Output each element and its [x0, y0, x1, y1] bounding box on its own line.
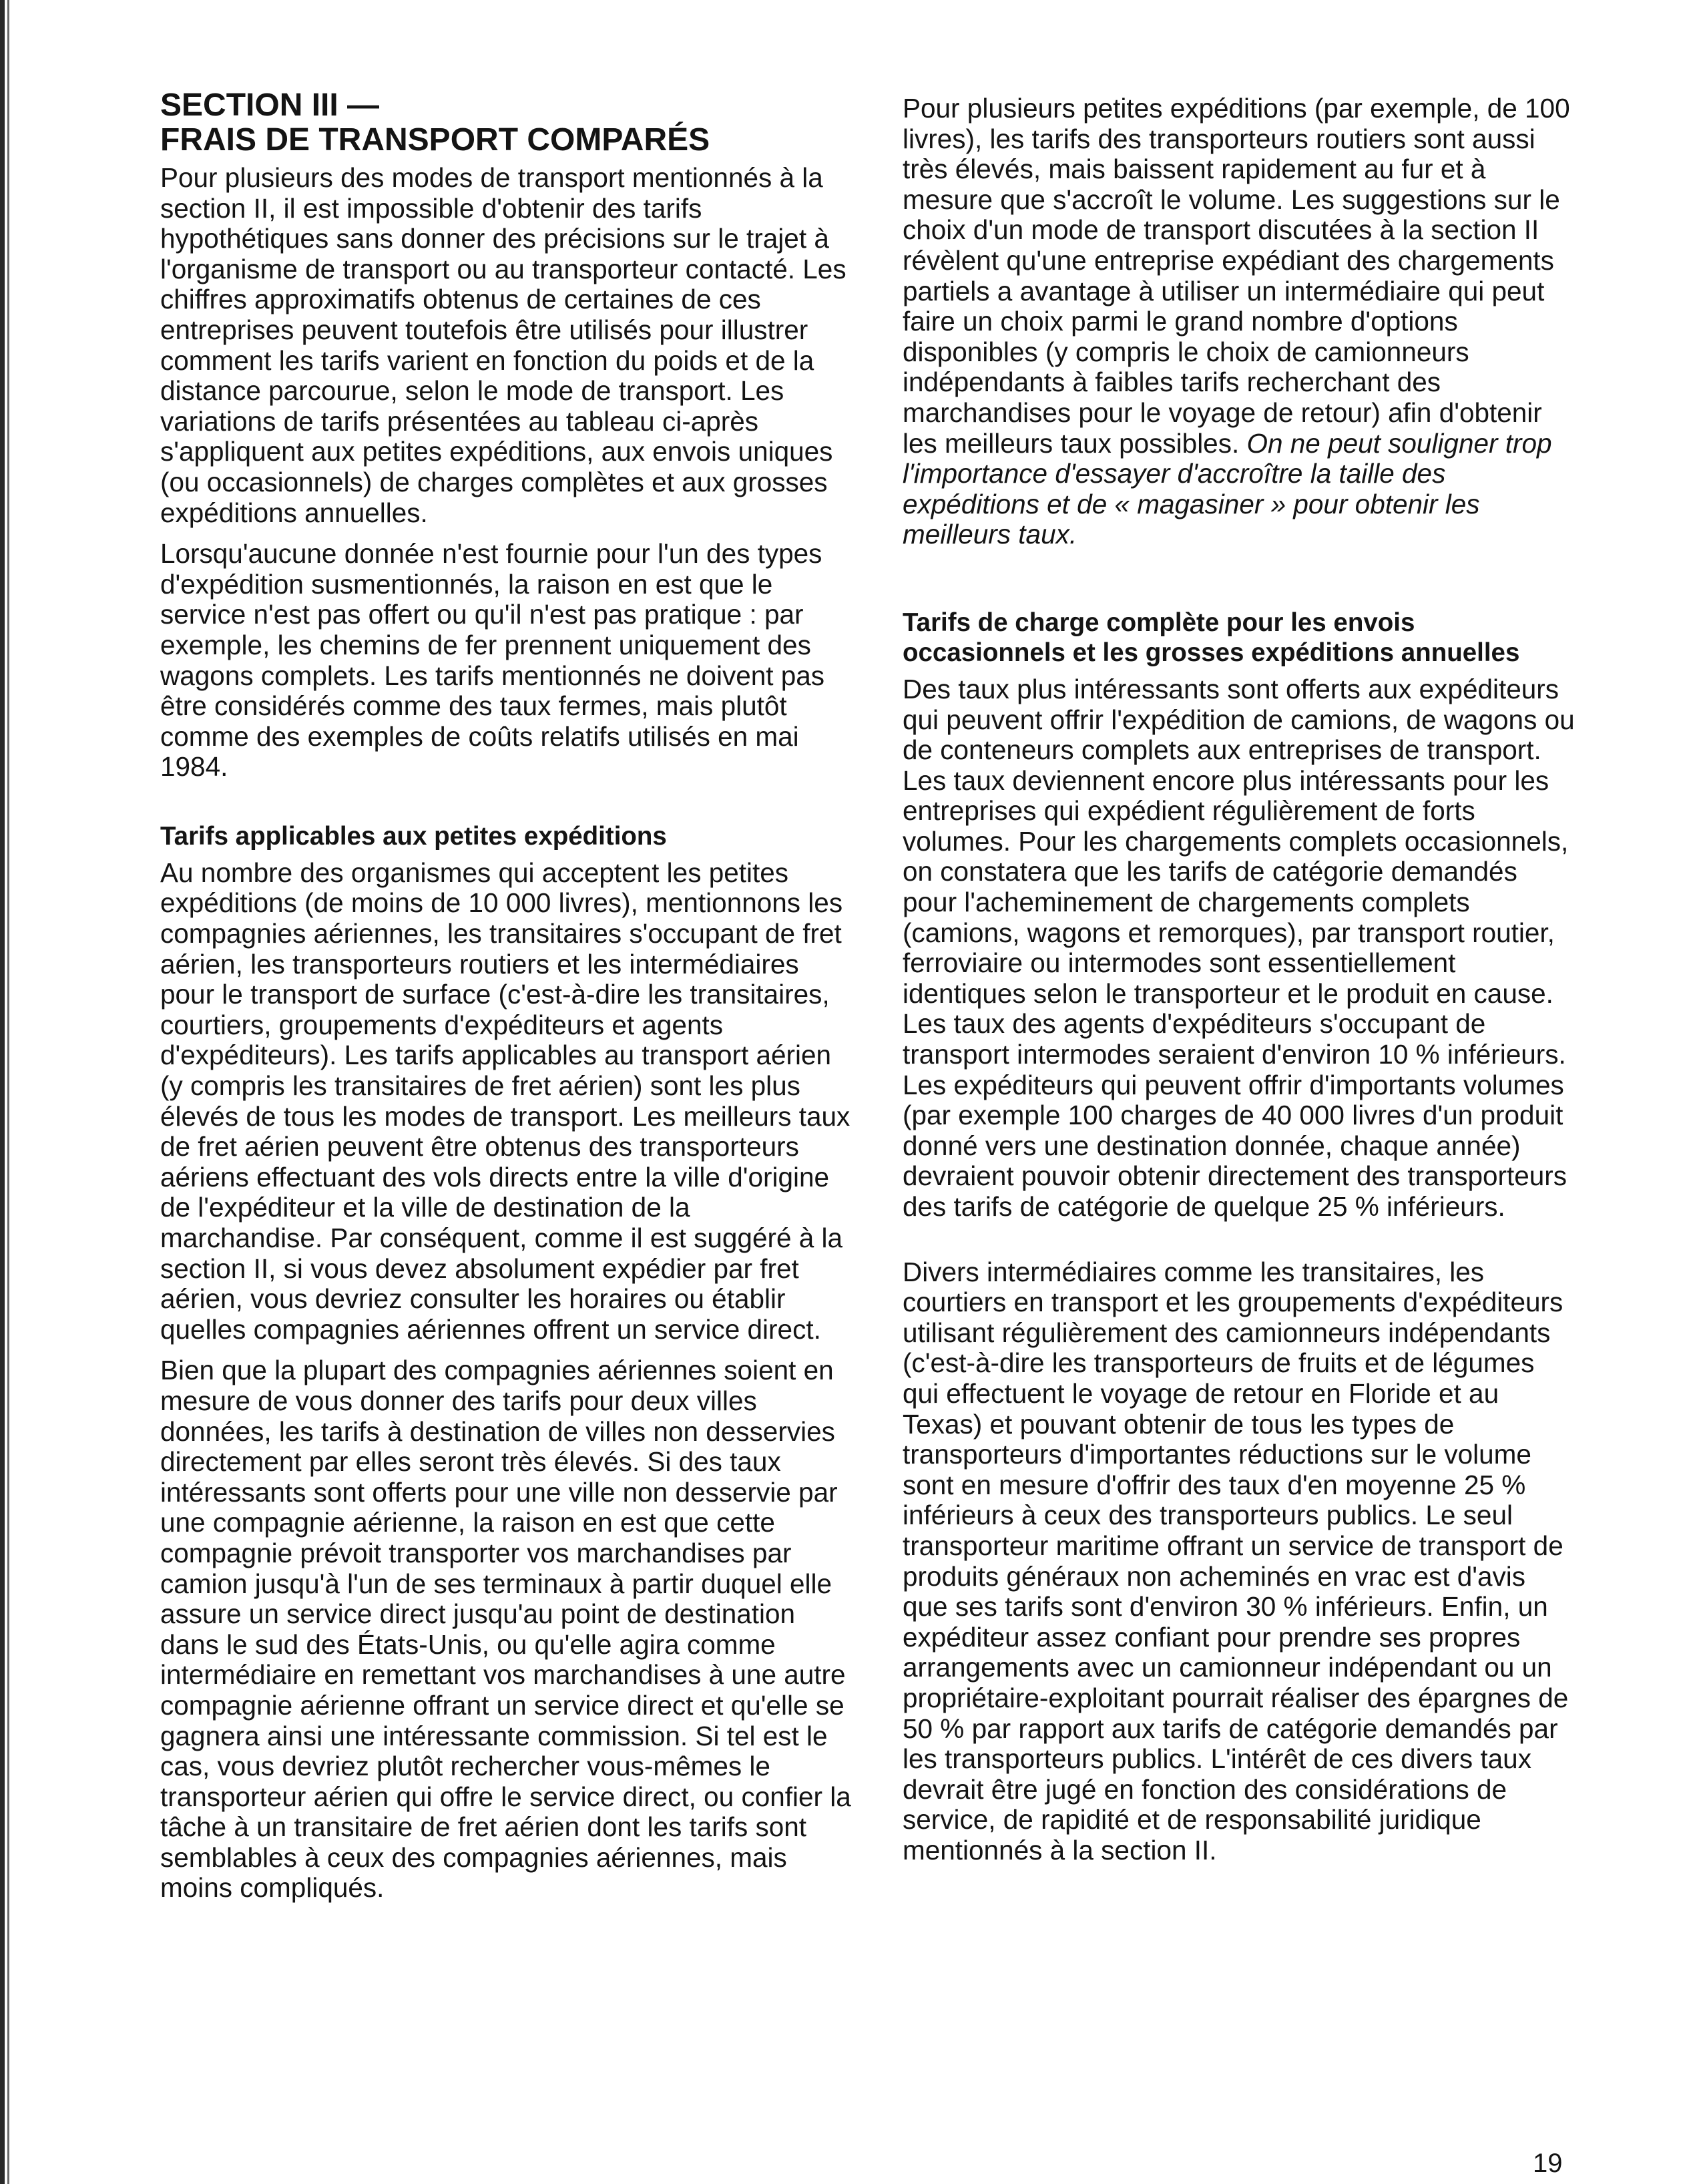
section-label: SECTION III — [160, 87, 380, 123]
left-column [160, 88, 855, 1914]
paragraph: Pour plusieurs des modes de transport mentionnés à la section II, il est impossible d'obtenir des tarifs hypothétiques sans donner des précisions sur le trajet à l'organisme de transport ou au transporteur contacté. Les chiffres approximatifs obtenus de certaines de ces entreprises peuvent toutefois être utilisés pour illustrer comment les tarifs varient en fonction du poids et de la distance parcourue, selon le mode de transport. Les variations de tarifs présentées au tableau ci-après s'appliquent aux petites expéditions, aux envois uniques (ou occasionnels) de charges complètes et aux grosses expéditions annuelles. [160, 162, 846, 528]
paragraph: Des taux plus intéressants sont offerts aux expéditeurs qui peuvent offrir l'expédition de camions, de wagons ou de conteneurs complets aux entreprises de transport. Les taux deviennent encore plus intéressants pour les entreprises qui expédient régulièrement de forts volumes. Pour les chargements complets occasionnels, on constatera que les tarifs de catégorie demandés pour l'acheminement de chargements complets (camions, wagons et remorques), par transport routier, ferroviaire ou intermodes sont essentiellement identiques selon le transporteur et le produit en cause. Les taux des agents d'expéditeurs s'occupant de transport intermodes seraient d'environ 10 % inférieurs. Les expéditeurs qui peuvent offrir d'importants volumes (par exemple 100 charges de 40 000 livres d'un produit donné vers une destination donnée, chaque année) devraient pouvoir obtenir directement des transporteurs des tarifs de catégorie de quelque 25 % inférieurs. [903, 673, 1575, 1222]
section-title: FRAIS DE TRANSPORT COMPARÉS [160, 122, 710, 158]
paragraph-text: Pour plusieurs petites expéditions (par exemple, de 100 livres), les tarifs des transporteurs routiers sont aussi très élevés, mais baissent rapidement au fur et à mesure que s'accroît le volume. Les suggestions sur le choix d'un mode de transport discutées à la section II révèlent qu'une entreprise expédiant des chargements partiels a avantage à utiliser un intermédiaire qui peut faire un choix parmi le grand nombre d'options disponibles (y compris le choix de camionneurs indépendants à faibles tarifs recherchant des marchandises pour le voyage de retour) afin d'obtenir les meilleurs taux possibles. [903, 93, 1570, 459]
subheading-full-loads: Tarifs de charge complète pour les envois occasionnels et les grosses expéditions annuelles [903, 608, 1520, 667]
right-column [903, 93, 1577, 1876]
paragraph: Au nombre des organismes qui acceptent les petites expéditions (de moins de 10 000 livres), mentionnons les compagnies aériennes, les transitaires s'occupant de fret aérien, les transporteurs routiers et les intermédiaires pour le transport de surface (c'est-à-dire les transitaires, courtiers, groupements d'expéditeurs et agents d'expéditeurs). Les tarifs applicables au transport aérien (y compris les transitaires de fret aérien) sont les plus élevés de tous les modes de transport. Les meilleurs taux de fret aérien peuvent être obtenus des transporteurs aériens effectuant des vols directs entre la ville d'origine de l'expéditeur et la ville de destination de la marchandise. Par conséquent, comme il est suggéré à la section II, si vous devez absolument expédier par fret aérien, vous devriez consulter les horaires ou établir quelles compagnies aériennes offrent un service direct. [160, 857, 851, 1345]
paragraph: Lorsqu'aucune donnée n'est fournie pour l'un des types d'expédition susmentionnés, la raison en est que le service n'est pas offert ou qu'il n'est pas pratique : par exemple, les chemins de fer prennent uniquement des wagons complets. Les tarifs mentionnés ne doivent pas être considérés comme des taux fermes, mais plutôt comme des exemples de coûts relatifs utilisés en mai 1984. [160, 538, 825, 783]
page-number: 19 [1533, 2149, 1563, 2178]
section-heading [160, 88, 855, 158]
page-binding-edge [0, 0, 5, 2184]
emphasis-text: On ne peut souligner trop l'importance d'essayer d'accroître la taille des expéditions et de « magasiner » pour obtenir les meilleurs taux. [903, 427, 1552, 550]
page-binding-shadow [7, 0, 9, 2184]
paragraph: Divers intermédiaires comme les transitaires, les courtiers en transport et les groupements d'expéditeurs utilisant régulièrement des camionneurs indépendants (c'est-à-dire les transporteurs de fruits et de légumes qui effectuent le voyage de retour en Floride et au Texas) et pouvant obtenir de tous les types de transporteurs d'importantes réductions sur le volume sont en mesure d'offrir des taux d'en moyenne 25 % inférieurs à ceux des transporteurs publics. Le seul transporteur maritime offrant un service de transport de produits généraux non acheminés en vrac est d'avis que ses tarifs sont d'environ 30 % inférieurs. Enfin, un expéditeur assez confiant pour prendre ses propres arrangements avec un camionneur indépendant ou un propriétaire-exploitant pourrait réaliser des épargnes de 50 % par rapport aux tarifs de catégorie demandés par les transporteurs publics. L'intérêt de ces divers taux devrait être jugé en fonction des considérations de service, de rapidité et de responsabilité juridique mentionnés à la section II. [903, 1256, 1569, 1866]
paragraph [903, 93, 1577, 550]
paragraph: Bien que la plupart des compagnies aériennes soient en mesure de vous donner des tarifs pour deux villes données, les tarifs à destination de villes non desservies directement par elles seront très élevés. Si des taux intéressants sont offerts pour une ville non desservie par une compagnie aérienne, la raison en est que cette compagnie prévoit transporter vos marchandises par camion jusqu'à l'un de ses terminaux à partir duquel elle assure un service direct jusqu'au point de destination dans le sud des États-Unis, ou qu'elle agira comme intermédiaire en remettant vos marchandises à une autre compagnie aérienne offrant un service direct et qu'elle se gagnera ainsi une intéressante commission. Si tel est le cas, vous devriez plutôt rechercher vous-mêmes le transporteur aérien qui offre le service direct, ou confier la tâche à un transitaire de fret aérien dont les tarifs sont semblables à ceux des compagnies aériennes, mais moins compliqués. [160, 1355, 851, 1904]
subheading-small-shipments: Tarifs applicables aux petites expéditions [160, 821, 667, 851]
